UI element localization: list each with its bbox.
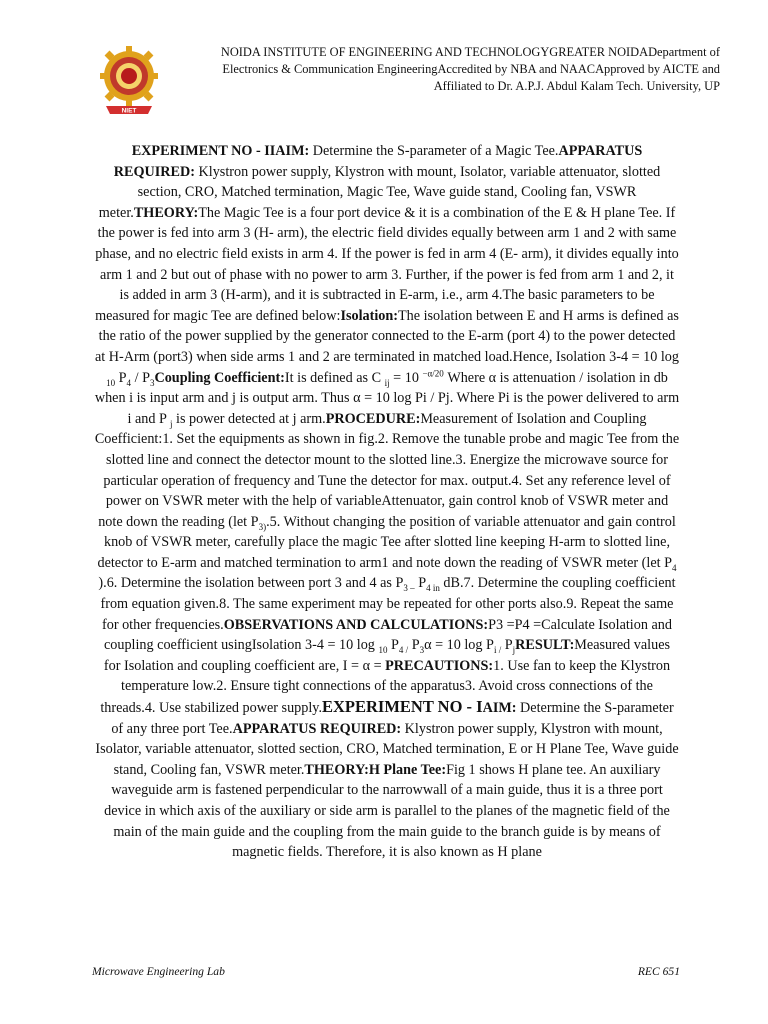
- procedure-text-d: P: [414, 575, 427, 592]
- procedure-text-c: ).6. Determine the isolation between port 3 and 4 as P: [98, 575, 404, 592]
- procedure-text-a: Measurement of Isolation and Coupling Coefficient:1. Set the equipments as shown in fig.2. Remove the tunable probe and magic Tee from the slotted line and connect the detector mount to the slotted line.3. Energize the microwave source for particular operation of frequency and Tune the detector for max. output.4. Set any reference level of power on VSWR meter with the help of variableAttenuator, gain control knob of VSWR meter and note down the reading (let P: [94, 410, 680, 530]
- exp2-apparatus-label: APPARATUS REQUIRED:: [113, 143, 643, 180]
- observations-sub-5: j: [512, 645, 516, 656]
- observations-text-e: P: [501, 637, 513, 654]
- observations-sub-3: 3: [419, 645, 425, 656]
- exp2-aim-label: EXPERIMENT NO - IIAIM:: [131, 143, 310, 159]
- coupling-text-b: = 10: [389, 369, 423, 386]
- coupling-text-a: It is defined as C: [284, 369, 385, 386]
- procedure-text-b: .5. Without changing the position of variable attenuator and gain control knob of VSWR meter, carefully place the magic Tee after slotted line keeping H-arm to slotted line, detector to E-arm and matched termination to arm1 and note down the reading of VSWR meter (let P: [97, 513, 676, 571]
- exp1-apparatus-text: Klystron power supply, Klystron with mount, Isolator, variable attenuator, slotted section, CRO, Matched termination, E or H Plane Tee, Wave guide stand, Cooling fan, VSWR meter.: [95, 720, 679, 778]
- experiment-body: [94, 141, 680, 863]
- procedure-sub-2: 4: [672, 562, 677, 573]
- coupling-label: Coupling Coefficient:: [154, 369, 285, 386]
- observations-sub-2: 4 /: [398, 645, 409, 656]
- page-header: [96, 42, 726, 128]
- coupling-text-c: Where α is attenuation / isolation in db when i is input arm and j is output arm. Thus α = 10 log Pi / Pj. Where Pi is the power delivered to arm i and P: [94, 369, 680, 427]
- footer-course-code: REC 651: [637, 965, 680, 978]
- precautions-label: PRECAUTIONS:: [385, 657, 494, 674]
- observations-sub-4: i /: [493, 645, 502, 656]
- exp1-title-label: EXPERIMENT NO - I: [322, 697, 483, 717]
- isolation-text-c: / P: [131, 369, 150, 386]
- institute-header-text: NOIDA INSTITUTE OF ENGINEERING AND TECHNOLOGYGREATER NOIDADepartment of Electronics & Communication EngineeringAccredited by NBA and NAACApproved by AICTE and Affiliated to Dr. A.P.J. Abdul Kalam Tech. University, UP: [220, 45, 720, 93]
- exp2-theory-label: THEORY:: [133, 204, 199, 221]
- logo-text: NIET: [121, 107, 137, 115]
- procedure-sub-1: 3): [258, 521, 267, 532]
- precautions-text: 1. Use fan to keep the Klystron temperature low.2. Ensure tight connections of the apparatus3. Avoid cross connections of the threads.4. Use stabilized power supply.: [100, 657, 671, 717]
- isolation-sub-2: 4: [126, 377, 132, 388]
- isolation-text-b: P: [115, 369, 127, 386]
- coupling-sup-1: −α/20: [422, 367, 444, 378]
- observations-sub-1: 10: [378, 645, 388, 656]
- exp2-apparatus-text: Klystron power supply, Klystron with mount, Isolator, variable attenuator, slotted section, CRO, Matched termination, Magic Tee, Wave guide stand, Cooling fan, VSWR meter.: [98, 163, 661, 221]
- coupling-sub-2: j: [169, 418, 173, 429]
- isolation-sub-3: 3: [149, 377, 155, 388]
- niet-logo: [100, 42, 158, 126]
- niet-logo-icon: [100, 42, 158, 126]
- result-text: Measured values for Isolation and coupling coefficient are, I = α =: [103, 637, 671, 674]
- logo-center: [121, 68, 137, 84]
- procedure-text-e: dB.7. Determine the coupling coefficient from equation given.8. The same experiment may be repeated for other ports also.9. Repeat the same for other frequencies.: [100, 575, 676, 633]
- procedure-sub-4: 4 in: [426, 583, 440, 594]
- exp1-aim-text: Determine the S-parameter of any three port Tee.: [111, 700, 674, 737]
- exp1-theory-text: Fig 1 shows H plane tee. An auxiliary waveguide arm is fastened perpendicular to the narrowwall of a main guide, thus it is a three port device in which axis of the auxiliary or side arm is parallel to the planes of the magnetic field of the main of the main guide and the coupling from the main guide to the branch guide is by means of magnetic fields. Therefore, it is also known as H plane: [104, 761, 670, 861]
- observations-label: OBSERVATIONS AND CALCULATIONS:: [223, 616, 489, 633]
- result-label: RESULT:: [515, 637, 575, 654]
- observations-text-d: α = 10 log P: [424, 637, 494, 654]
- procedure-label: PROCEDURE:: [325, 410, 421, 427]
- exp1-theory-label: THEORY:H Plane Tee:: [304, 761, 447, 778]
- procedure-sub-3: 3 –: [403, 583, 415, 594]
- observations-text-b: P: [387, 637, 399, 654]
- exp2-aim-text: Determine the S-parameter of a Magic Tee.: [309, 143, 559, 159]
- footer-lab-name: Microwave Engineering Lab: [92, 965, 225, 978]
- observations-text-a: P3 =P4 =Calculate Isolation and coupling coefficient usingIsolation 3-4 = 10 log: [103, 616, 672, 654]
- isolation-sub-1: 10: [106, 377, 116, 388]
- isolation-label: Isolation:: [340, 307, 398, 324]
- isolation-text-a: The isolation between E and H arms is defined as the ratio of the power supplied by the generator connected to the E-arm (port 4) to the power detected at H-Arm (port3) when side arms 1 and 2 are terminated in matched load.Hence, Isolation 3-4 = 10 log: [95, 307, 679, 365]
- observations-text-c: P: [408, 637, 420, 654]
- exp1-aim-label: AIM:: [482, 700, 517, 717]
- coupling-sub-1: ij: [384, 377, 390, 388]
- coupling-text-d: is power detected at j arm.: [172, 410, 326, 427]
- exp1-apparatus-label: APPARATUS REQUIRED:: [232, 720, 402, 737]
- exp2-theory-text: The Magic Tee is a four port device & it is a combination of the E & H plane Tee. If the power is fed into arm 3 (H- arm), the electric field divides equally between arm 1 and 2 with same phase, and no electric field exists in arm 4. If the power is fed in arm 4 (E- arm), it divides equally into arm 1 and 2 but out of phase with no power to arm 3. Further, if the power is fed from arm 1 and 2, it is added in arm 3 (H-arm), and it is subtracted in E-arm, i.e., arm 4.The basic parameters to be measured for magic Tee are defined below:: [95, 204, 679, 324]
